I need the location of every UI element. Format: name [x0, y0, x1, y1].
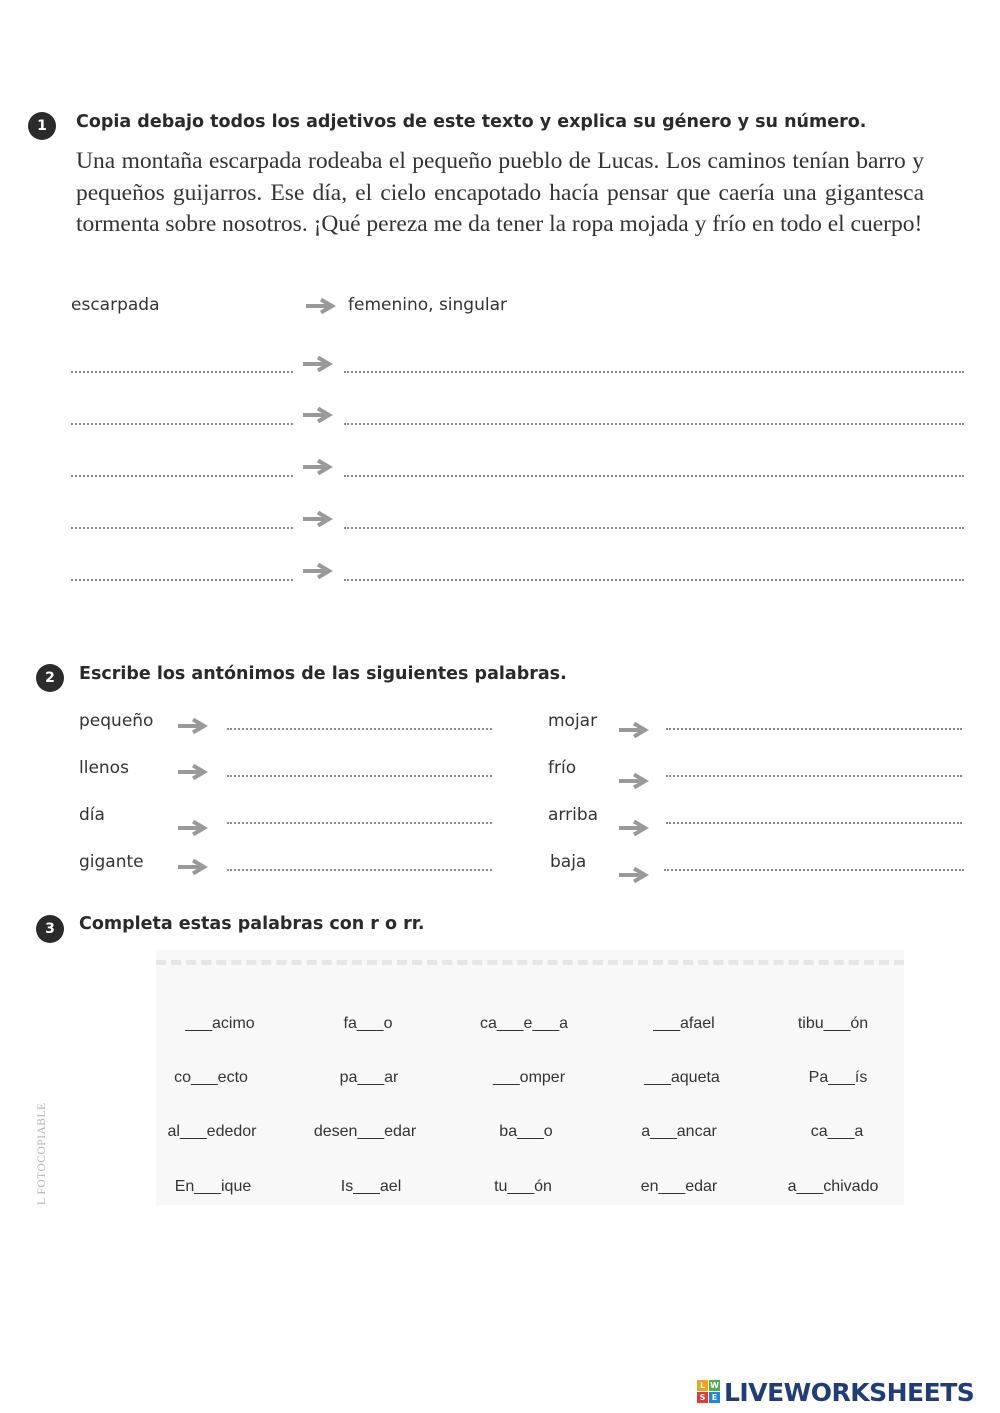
exercise-2-instruction: Escribe los antónimos de las siguientes palabras.: [79, 664, 567, 684]
gender-number-blank[interactable]: [344, 423, 964, 425]
arrow-right-icon: [302, 356, 334, 372]
word-cell[interactable]: en___edar: [640, 1178, 718, 1195]
arrow-right-icon: [177, 718, 209, 734]
arrow-right-icon: [618, 773, 650, 789]
gender-number-blank[interactable]: [344, 371, 964, 373]
antonym-word: frío: [548, 758, 577, 778]
liveworksheets-logo-icon: [697, 1380, 721, 1404]
adjective-blank[interactable]: [71, 579, 293, 581]
liveworksheets-logo[interactable]: [697, 1375, 974, 1409]
arrow-right-icon: [177, 859, 209, 875]
adjective-blank[interactable]: [71, 371, 293, 373]
antonym-blank[interactable]: [666, 728, 962, 730]
word-cell[interactable]: a___ancar: [641, 1123, 717, 1140]
antonym-blank[interactable]: [227, 775, 492, 777]
logo-square: W: [710, 1381, 719, 1390]
word-cell[interactable]: ___acimo: [185, 1015, 255, 1032]
word-cell[interactable]: desen___edar: [313, 1123, 417, 1140]
word-cell[interactable]: tu___ón: [494, 1178, 552, 1195]
arrow-right-icon: [302, 563, 334, 579]
arrow-right-icon: [618, 722, 650, 738]
word-cell[interactable]: pa___ar: [339, 1069, 399, 1086]
antonym-blank[interactable]: [666, 822, 962, 824]
word-cell[interactable]: ___aqueta: [644, 1069, 720, 1086]
exercise-1-instruction: Copia debajo todos los adjetivos de este texto y explica su género y su número.: [76, 112, 867, 132]
logo-square: E: [709, 1392, 720, 1403]
word-cell[interactable]: co___ecto: [174, 1069, 248, 1086]
logo-square: L: [697, 1380, 708, 1391]
antonym-word: día: [79, 805, 105, 825]
adjective-blank[interactable]: [71, 423, 293, 425]
antonym-blank[interactable]: [227, 728, 492, 730]
liveworksheets-wordmark: LIVEWORKSHEETS: [724, 1377, 975, 1407]
example-answer: femenino, singular: [348, 295, 507, 315]
arrow-right-icon: [302, 459, 334, 475]
antonym-blank[interactable]: [227, 822, 492, 824]
antonym-blank[interactable]: [666, 775, 962, 777]
adjective-blank[interactable]: [71, 527, 293, 529]
grid-border-decoration: [156, 960, 904, 965]
antonym-word: llenos: [79, 758, 129, 778]
exercise-1-text: Una montaña escarpada rodeaba el pequeño pueblo de Lucas. Los caminos tenían barro y pequeños guijarros. Ese día, el cielo encapotado hacía pensar que caería una gigantesca tormenta sobre nosotros. ¡Qué pereza me da tener la ropa mojada y frío en todo el cuerpo!: [76, 148, 924, 237]
exercise-3-number: 3: [36, 915, 64, 943]
gender-number-blank[interactable]: [344, 579, 964, 581]
arrow-right-icon: [302, 407, 334, 423]
antonym-word: mojar: [548, 711, 598, 731]
antonym-blank[interactable]: [664, 869, 964, 871]
gender-number-blank[interactable]: [344, 475, 964, 477]
arrow-right-icon: [177, 820, 209, 836]
word-cell[interactable]: ca___a: [810, 1123, 864, 1140]
example-word: escarpada: [71, 295, 160, 315]
arrow-right-icon: [618, 867, 650, 883]
word-cell[interactable]: ba___o: [499, 1123, 553, 1140]
word-cell[interactable]: fa___o: [343, 1015, 393, 1032]
word-cell[interactable]: Pa___ís: [808, 1069, 868, 1086]
exercise-2-number: 2: [36, 664, 64, 692]
adjective-blank[interactable]: [71, 475, 293, 477]
word-cell[interactable]: Is___ael: [340, 1178, 402, 1195]
antonym-blank[interactable]: [227, 869, 492, 871]
word-cell[interactable]: ca___e___a: [479, 1015, 569, 1032]
arrow-right-icon: [618, 820, 650, 836]
antonym-word: arriba: [548, 805, 599, 825]
arrow-right-icon: [302, 511, 334, 527]
gender-number-blank[interactable]: [344, 527, 964, 529]
word-cell[interactable]: al___ededor: [167, 1123, 257, 1140]
logo-square: S: [697, 1392, 708, 1403]
arrow-right-icon: [177, 764, 209, 780]
antonym-word: gigante: [79, 852, 144, 872]
photocopiable-label: L FOTOCOPIABLE: [36, 1102, 48, 1205]
antonym-word: pequeño: [79, 711, 154, 731]
word-cell[interactable]: ___afael: [653, 1015, 715, 1032]
word-cell[interactable]: ___omper: [492, 1069, 566, 1086]
antonym-word: baja: [550, 852, 587, 872]
exercise-3-instruction: Completa estas palabras con r o rr.: [79, 914, 425, 934]
word-cell[interactable]: En___ique: [174, 1178, 252, 1195]
word-cell[interactable]: tibu___ón: [797, 1015, 869, 1032]
exercise-1-number: 1: [28, 112, 56, 140]
word-cell[interactable]: a___chivado: [787, 1178, 879, 1195]
arrow-right-icon: [305, 298, 337, 314]
